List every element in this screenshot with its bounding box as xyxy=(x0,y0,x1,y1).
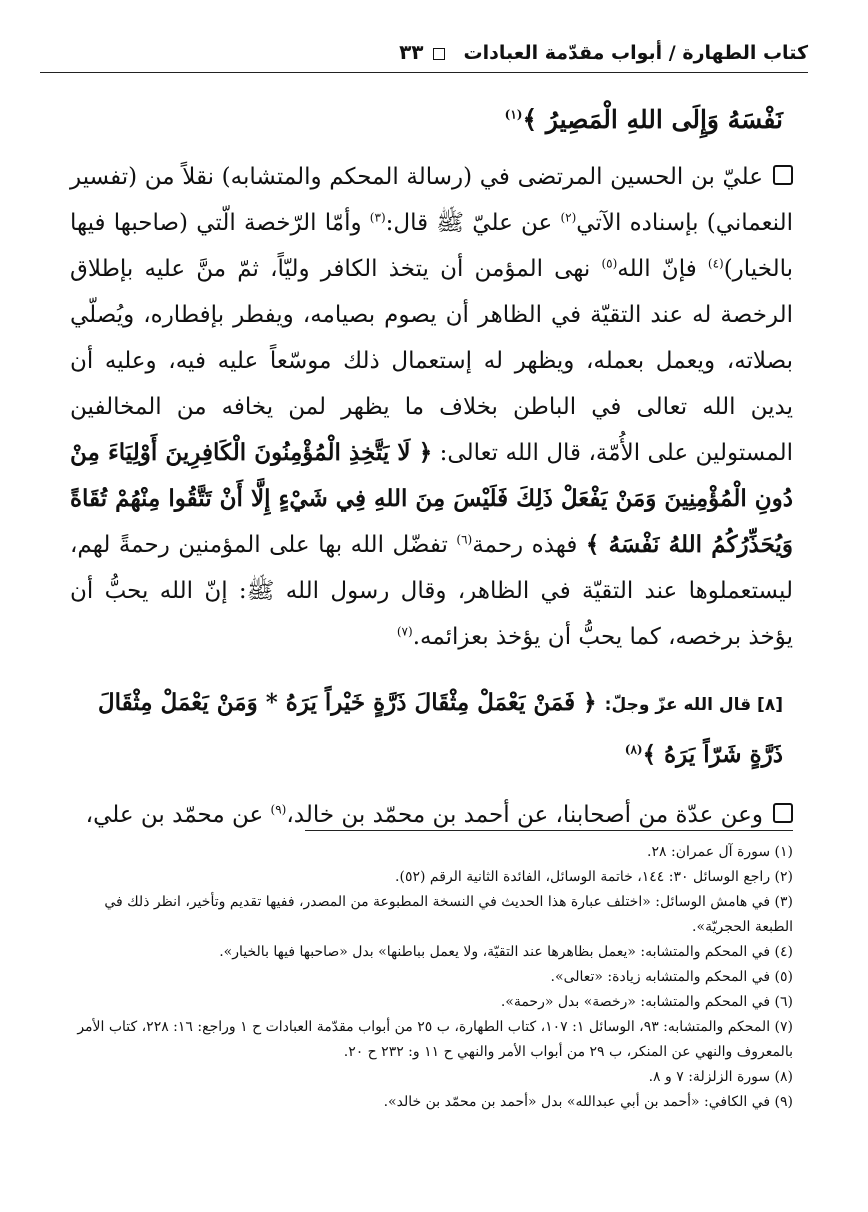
footnote: (٩) في الكافي: «أحمد بن أبي عبدالله» بدل «أحمد بن محمّد بن خالد». xyxy=(383,1094,793,1110)
footnotes xyxy=(70,840,793,1115)
hadith-marker-icon xyxy=(773,803,793,823)
footnote-ref: (٨) xyxy=(624,742,643,757)
page-number: ٣٣ xyxy=(399,40,424,64)
section-heading-8 xyxy=(70,678,793,780)
footnote-ref: (٤) xyxy=(707,256,724,271)
paragraph-text: عن محمّد بن علي، xyxy=(85,802,271,828)
header-title: كتاب الطهارة / أبواب مقدّمة العبادات xyxy=(463,42,808,64)
paragraph-text: فهذه رحمة xyxy=(472,532,586,558)
footnote-ref: (١) xyxy=(504,107,523,122)
paragraph-text: وعن عدّة من أصحابنا، عن أحمد بن محمّد بن خالد، xyxy=(286,802,763,828)
paragraph-text: عن عليّ ﷺ قال: xyxy=(385,210,561,236)
paragraph-text: عليّ بن الحسين المرتضى في (رسالة المحكم والمتشابه) نقلاً من (تفسير النعماني) بإسناده الآتي xyxy=(70,164,794,236)
footnote: (١) سورة آل عمران: ٢٨. xyxy=(647,844,793,860)
footnote: (٦) في المحكم والمتشابه: «رخصة» بدل «رحمة». xyxy=(500,994,793,1010)
paragraph-text: وأمّا الرّخصة الّتي (صاحبها فيها بالخيار) xyxy=(70,210,793,282)
footnote: (٣) في هامش الوسائل: «اختلف عبارة هذا الحديث في النسخة المطبوعة من المصدر، ففيها تقديم وتأخير، انظر ذلك في الطبعة الحجريّة». xyxy=(104,894,793,935)
running-header xyxy=(40,22,808,73)
footnote: (٥) في المحكم والمتشابه زيادة: «تعالى». xyxy=(550,969,793,985)
footnote-ref: (٥) xyxy=(601,256,618,271)
square-separator-icon xyxy=(433,48,445,60)
footnote-divider xyxy=(305,830,793,831)
footnote-ref: (٧) xyxy=(396,624,413,639)
paragraph-text: نهى المؤمن أن يتخذ الكافر وليّاً، ثمّ منَّ عليه بإطلاق الرخصة له عند التقيّة في الظاهر أن يصوم بصيامه، ويفطر بإفطاره، ويُصلّي بصلاته، ويعمل بعمله، ويظهر له إستعمال ذلك موسّعاً عليه فيه، وعليه أن يدين الله تعالى في الباطن بخلاف ما يظهر لمن يخافه من المخالفين المستولين على الأُمّة، قال الله تعالى: xyxy=(70,256,793,466)
section-intro: [٨] قال الله عزّ وجلّ: xyxy=(604,695,783,715)
quran-quote: ﴿ فَمَنْ يَعْمَلْ مِثْقَالَ ذَرَّةٍ خَيْراً يَرَهُ * وَمَنْ يَعْمَلْ مِثْقَالَ ذَرَّةٍ شَرّاً يَرَهُ ﴾ xyxy=(97,689,783,768)
footnote-ref: (٣) xyxy=(369,210,386,225)
paragraph-text: فإنّ الله xyxy=(617,256,708,282)
hadith-paragraph xyxy=(70,154,793,660)
paragraph-text: تفضّل الله بها على المؤمنين رحمةً لهم، ليستعملوها عند التقيّة في الظاهر، وقال رسول الله ﷺ: إنّ الله يحبُّ أن يؤخذ برخصه، كما يحبُّ أن يؤخذ بعزائمه. xyxy=(70,532,793,650)
hadith-paragraph xyxy=(70,792,793,838)
footnote: (٢) راجع الوسائل ٣٠: ١٤٤، خاتمة الوسائل، الفائدة الثانية الرقم (٥٢). xyxy=(395,869,793,885)
footnote: (٤) في المحكم والمتشابه: «يعمل بظاهرها عند التقيّة، ولا يعمل بباطنها» بدل «صاحبها فيها بالخيار». xyxy=(219,944,793,960)
hadith-marker-icon xyxy=(773,165,793,185)
quran-verse-continuation xyxy=(70,94,793,146)
footnote: (٨) سورة الزلزلة: ٧ و ٨. xyxy=(648,1069,793,1085)
quran-quote: ﴿ لَا يَتَّخِذِ الْمُؤْمِنُونَ الْكَافِرِينَ أَوْلِيَاءَ مِنْ دُونِ الْمُؤْمِنِينَ وَمَنْ يَفْعَلْ ذَلِكَ فَلَيْسَ مِنَ اللهِ فِي شَيْءٍ إِلَّا أَنْ تَتَّقُوا مِنْهُمْ تُقَاةً وَيُحَذِّرُكُمُ اللهُ نَفْسَهُ ﴾ xyxy=(70,439,793,558)
footnote-ref: (٢) xyxy=(560,210,577,225)
verse-text: نَفْسَهُ وَإِلَى اللهِ الْمَصِيرُ ﴾ xyxy=(522,105,783,134)
main-text xyxy=(70,90,793,861)
footnote: (٧) المحكم والمتشابه: ٩٣، الوسائل ١: ١٠٧، كتاب الطهارة، ب ٢٥ من أبواب مقدّمة العبادات ح ١ وراجع: ١٦: ٢٢٨، كتاب الأمر بالمعروف والنهي عن المنكر، ب ٢٩ من أبواب الأمر والنهي ح ١١ و: ٢٣٢ ح ٢٠. xyxy=(77,1019,793,1060)
footnote-ref: (٦) xyxy=(456,532,473,547)
footnote-ref: (٩) xyxy=(270,802,287,817)
